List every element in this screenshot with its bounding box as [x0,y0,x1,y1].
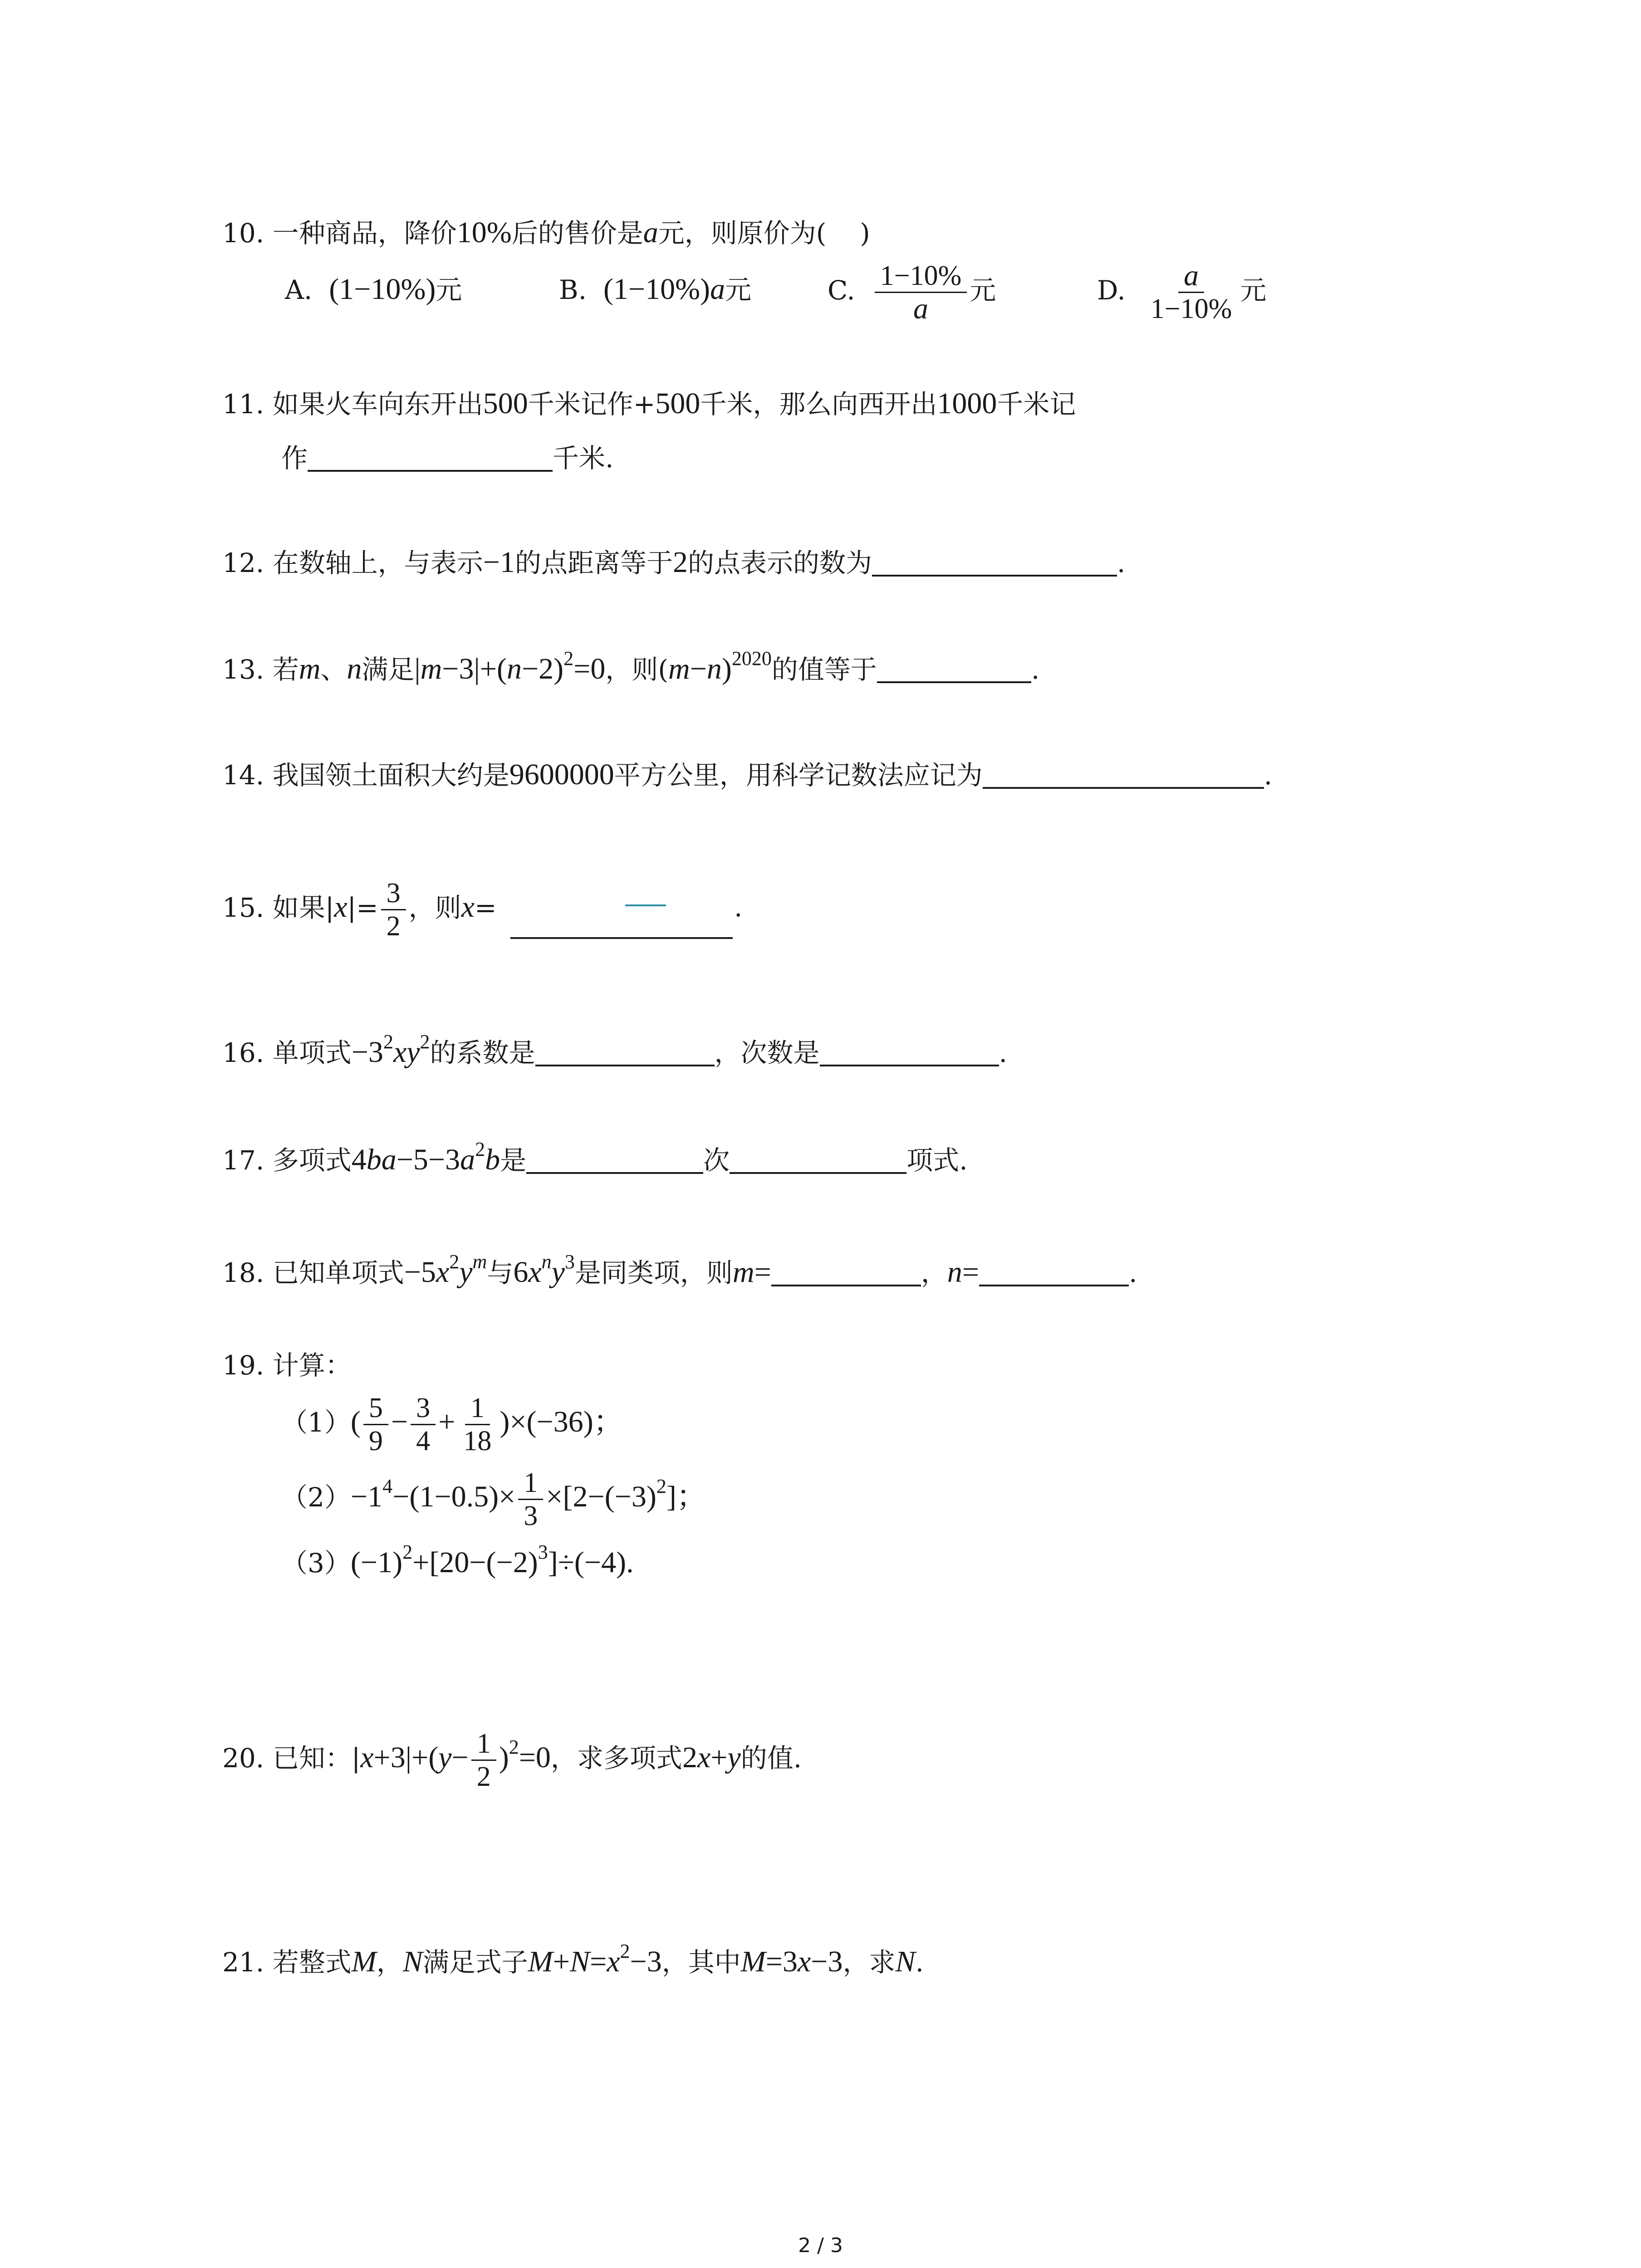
q10-option-a[interactable]: A. (1−10%)元 [285,273,462,306]
question-11: 11. 如果火车向东开出500千米记作+500千米，那么向西开出1000千米记 [222,387,1076,420]
q19-p2-frac: $\frac{1}{3}$ [518,1467,543,1532]
q10-option-c-fraction: $\frac{1-10\%}{a}$ [875,260,967,325]
q17-terms-blank[interactable] [730,1147,906,1174]
q18-n-blank[interactable] [979,1259,1129,1286]
question-19: 19. 计算： [222,1350,352,1381]
q19-part-3: $(3)(-1)^2+[20-(-2)^3]\div(-4)$. [281,1541,634,1579]
q19-p1-frac-3: $\frac{1}{18}$ [463,1393,492,1457]
question-11-line2: 作 千米. [281,443,614,474]
q13-answer-blank[interactable] [877,656,1031,683]
q19-p1-frac-2: $\frac{3}{4}$ [411,1392,436,1457]
q12-answer-blank[interactable] [872,549,1117,577]
question-21: 21. 若整式M，N满足式子$M+N=x^2-3$，其中M=3x−3，求N. [222,1940,924,1978]
q17-degree-blank[interactable] [526,1147,703,1174]
question-20: 20. 已知：|x+3|+(y− $\frac{1}{2}$ )$^2$=0，求多项式2x+y的值. [222,1728,802,1793]
q10-option-d[interactable]: D. $\frac{a}{1-10\%}$ 元 [1097,259,1267,325]
question-14: 14. 我国领土面积大约是9600000平方公里，用科学记数法应记为 . [222,758,1273,791]
q16-coefficient-blank[interactable] [535,1039,715,1066]
q19-part-2: $(2)-1^4-(1-0.5)\times$ $\frac{1}{3}$ $\times[2-(-3)^2]$； [281,1467,706,1532]
q19-p1-frac-1: $\frac{5}{9}$ [363,1392,388,1457]
question-13: 13. 若m、n满足$|m-3|+(n-2)^2=0$，则$(m-n)^{2020}$的值等于 . [222,647,1040,685]
question-16: 16. 单项式$-3^2xy^2$的系数是 ，次数是 . [222,1031,1007,1069]
question-15: 15. 如果|x|= $\frac{3}{2}$ ，则x= [222,878,497,942]
q10-stem: 一种商品，降价10%后的售价是a元，则原价为( ) [272,216,870,249]
page-number: 2 / 3 [798,2234,843,2257]
q18-m-blank[interactable] [771,1259,921,1286]
q15-fraction: $\frac{3}{2}$ [381,877,406,942]
q10-option-d-fraction: $\frac{a}{1-10\%}$ [1150,259,1232,325]
q19-part-1: （1）( $\frac{5}{9}$ − $\frac{3}{4}$ + $\frac{1}{18}$ )×(−36)； [281,1393,623,1457]
question-18: 18. 已知单项式$-5x^2y^m$与$6x^ny^3$是同类项，则m= ，n= . [222,1251,1137,1289]
q15-teal-dash [625,904,666,906]
q20-fraction: $\frac{1}{2}$ [471,1728,496,1793]
q10-option-c[interactable]: C. $\frac{1-10\%}{a}$ 元 [828,260,996,326]
q15-answer-blank[interactable] [510,937,733,939]
question-17: 17. 多项式$4ba-5-3a^2b$是 次 项式. [222,1138,968,1176]
q10-number: 10. [222,218,265,249]
q11-answer-blank[interactable] [308,445,553,472]
question-10 [222,217,870,249]
q10-option-b[interactable]: B. (1−10%)a元 [559,273,752,306]
q14-answer-blank[interactable] [983,762,1264,789]
q16-degree-blank[interactable] [820,1039,999,1066]
q15-end: . [734,892,743,923]
question-12: 12. 在数轴上，与表示−1的点距离等于2的点表示的数为 . [222,546,1126,579]
